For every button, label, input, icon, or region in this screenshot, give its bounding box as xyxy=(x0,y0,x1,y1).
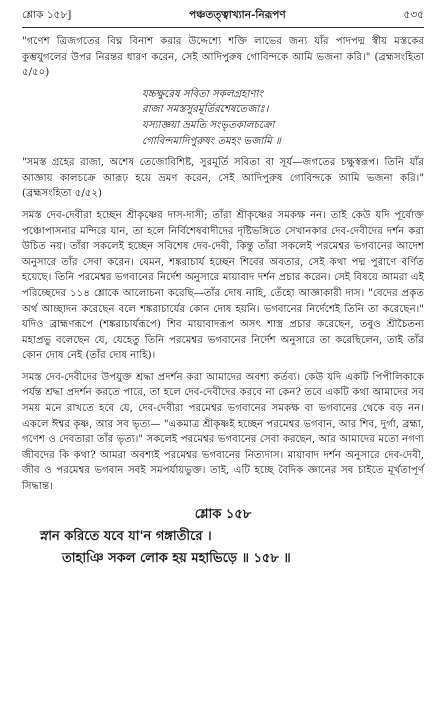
paragraph-purport-2: সমস্ত দেব-দেবীদের উপযুক্ত শ্রদ্ধা প্রদর্শন করা আমাদের অবশ্য কর্তব্য। কেউ যদি একটি পিপীলিকাকে পর্যন্ত শ্রদ্ধা প্রদর্শন করতে পারে, তা হলে দেব-দেবীদের করবে না কেন? তবে একটি কথা আমাদের সব সময় মনে রাখতে হবে যে, দেব-দেবীরা পরমেশ্বর ভগবানের সমকক্ষ বা ভগবানের থেকে বড় নন। একলে ঈশ্বর কৃষ্ণ, আর সব ভৃত্য— "একমাত্র শ্রীকৃষ্ণই হচ্ছেন পরমেশ্বর ভগবান, আর শিব, দুর্গা, ব্রহ্মা, গণেশ ও দেবতারা তাঁর ভৃত্য।" সকলেই পরমেশ্বর ভগবানের সেবা করছেন, আর আমাদের মতো নগণ্য জীবদের কি কথা? আমরা অবশ্যই পরমেশ্বর ভগবানের নিত্যদাস। মায়াবাদ দর্শন অনুসারে দেব-দেবী, জীব ও পরমেশ্বর ভগবান সবই সমপর্যায়ভুক্ত। তাই, এটি হচ্ছে বৈদিক জ্ঞানের সব চাইতে মূর্খতাপূর্ণ সিদ্ধান্ত। xyxy=(22,371,424,493)
header-chapter-title: পঞ্চতত্ত্বাখ্যান-নিরূপণ xyxy=(189,9,286,21)
sanskrit-line: যস্যাজ্ঞয়া ভ্রমতি সংভৃতকালচক্রো xyxy=(142,119,275,131)
sanskrit-line: গোবিন্দমাদিপুরুষং তমহং ভজামি ॥ xyxy=(142,135,281,147)
sanskrit-line: রাজা সমস্তসুরমূর্তিরশেষতেজাঃ। xyxy=(142,104,269,116)
paragraph-translation-1: "গণেশ ত্রিজগতের বিঘ্ন বিনাশ করার উদ্দেশ্যে শক্তি লাভের জন্য যাঁর পাদপদ্ম স্বীয় মস্তকের কুম্ভযুগলের উপর নিরন্তর ধারণ করেন, সেই আদিপুরুষ গোবিন্দকে আমি ভজনা করি।" (ব্রহ্মসংহিতা ৫/৫০) xyxy=(22,36,424,79)
header-verse-ref: শ্লোক ১৫৮] xyxy=(22,9,72,21)
header-page-number: ৫৩৫ xyxy=(403,9,424,21)
paragraph-purport-1: সমস্ত দেব-দেবীরা হচ্ছেন শ্রীকৃষ্ণের দাস-দাসী; তাঁরা শ্রীকৃষ্ণের সমকক্ষ নন। তাই কেউ যদি পূর্বোক্ত পঞ্চোপাসনার মন্দিরে যান, তা হলে নির্বিশেষবাদীদের দৃষ্টিভঙ্গিতে সেখানকার দেব-দেবীদের দর্শন করা উচিত নয়। তাঁরা সকলেই হচ্ছেন সবিশেষ দেব-দেবী, কিন্তু তাঁরা সকলেই পরমেশ্বর ভগবানের আদেশ অনুসারে তাঁর সেবা করেন। যেমন, শঙ্করাচার্য হচ্ছেন শিবের অবতার, সেই কথা পদ্ম পুরাণে বর্ণিত হয়েছে। তিনি পরমেশ্বর ভগবানের নির্দেশ অনুসারে মায়াবাদ দর্শন প্রচার করেন। সেই বিষয়ে আমরা এই পরিচ্ছেদের ১১৪ শ্লোকে আলোচনা করেছি—তাঁর দোষ নাহি, তেঁহো আজ্ঞাকারী দাস। "বেদের প্রকৃত অর্থ আচ্ছাদন করেছেন বলে শঙ্করাচার্যের কোন দোষ হয়নি। ভগবানের নির্দেশেই তিনি তা করেছেন।" যদিও ব্রাহ্মণরূপে (শঙ্করাচার্যরূপে) শিব মায়াবাদরূপ অসৎ শাস্ত্র প্রচার করেছেন, তবুও শ্রীচৈতন্য মহাপ্রভু বলেছেন যে, যেহেতু তিনি পরমেশ্বর ভগবানের নির্দেশ অনুসারে তা করেছিলেন, তাই তাঁর কোন দোষ নেই (তাঁর দোষ নাহি)। xyxy=(22,209,424,362)
verse-line: তাহাঞি সকল লোক হয় মহাভিড়ে ॥ ১৫৮ ॥ xyxy=(62,550,291,566)
running-header xyxy=(22,8,424,28)
sanskrit-line: যচ্চক্ষুরেষ সবিতা সকলগ্রহাণাং xyxy=(142,88,263,100)
paragraph-translation-2: "সমস্ত গ্রহের রাজা, অশেষ তেজোবিশিষ্ট, সুরমূর্তি সবিতা বা সূর্য—জগতের চক্ষুস্বরূপ। তিনি যাঁর আজ্ঞায় কালচক্রে আরূঢ় হয়ে ভ্রমণ করেন, সেই আদিপুরুষ গোবিন্দকে আমি ভজনা করি।" (ব্রহ্মসংহিতা ৫/৫২) xyxy=(22,157,424,200)
page xyxy=(22,8,424,570)
verse-heading: শ্লোক ১৫৮ xyxy=(194,506,252,522)
sanskrit-verse xyxy=(22,87,424,149)
verse-line: স্নান করিতে যবে যা'ন গঙ্গাতীরে । xyxy=(40,528,212,544)
